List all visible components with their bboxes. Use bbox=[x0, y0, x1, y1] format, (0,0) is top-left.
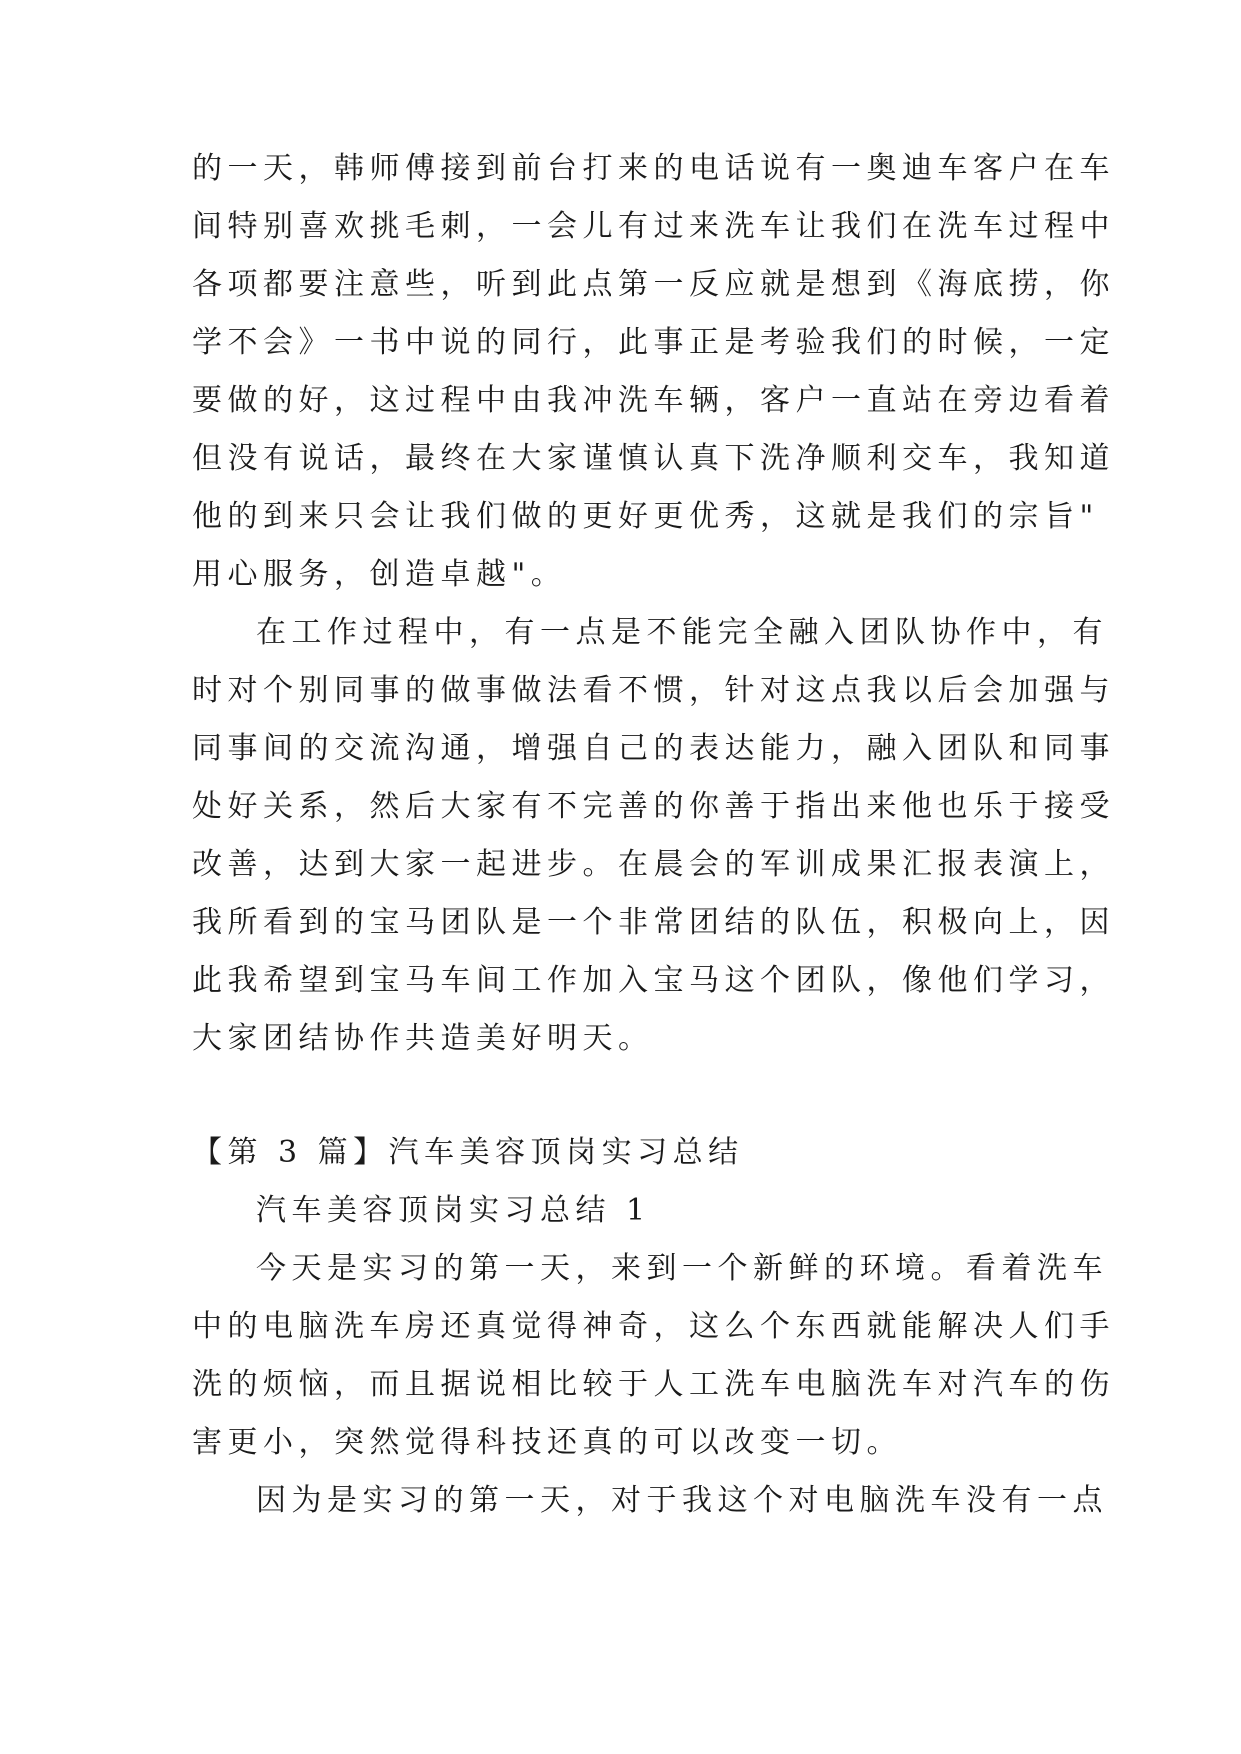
section-subheading: 汽车美容顶岗实习总结 1 bbox=[256, 1193, 651, 1228]
text-line: 同事间的交流沟通，增强自己的表达能力，融入团队和同事 bbox=[192, 731, 1115, 766]
text-line: 害更小，突然觉得科技还真的可以改变一切。 bbox=[192, 1425, 902, 1460]
text-line: 今天是实习的第一天，来到一个新鲜的环境。看着洗车 bbox=[256, 1251, 1108, 1286]
text-line: 时对个别同事的做事做法看不惯，针对这点我以后会加强与 bbox=[192, 673, 1115, 708]
text-line: 我所看到的宝马团队是一个非常团结的队伍，积极向上，因 bbox=[192, 905, 1115, 940]
paragraph bbox=[192, 1472, 1108, 1530]
text-line: 他的到来只会让我们做的更好更优秀，这就是我们的宗旨" bbox=[192, 499, 1099, 534]
text-line: 此我希望到宝马车间工作加入宝马这个团队，像他们学习， bbox=[192, 963, 1115, 998]
text-line: 因为是实习的第一天，对于我这个对电脑洗车没有一点 bbox=[256, 1483, 1108, 1518]
document-page bbox=[192, 140, 1115, 1530]
text-line: 学不会》一书中说的同行，此事正是考验我们的时候，一定 bbox=[192, 325, 1115, 360]
section-spacer bbox=[192, 1068, 1052, 1124]
paragraph bbox=[192, 1240, 1115, 1472]
text-line: 但没有说话，最终在大家谨慎认真下洗净顺利交车，我知道 bbox=[192, 441, 1115, 476]
text-line: 大家团结协作共造美好明天。 bbox=[192, 1021, 654, 1056]
text-line: 要做的好，这过程中由我冲洗车辆，客户一直站在旁边看着 bbox=[192, 383, 1115, 418]
text-line: 洗的烦恼，而且据说相比较于人工洗车电脑洗车对汽车的伤 bbox=[192, 1367, 1115, 1402]
paragraph bbox=[192, 140, 1115, 604]
text-line: 间特别喜欢挑毛刺，一会儿有过来洗车让我们在洗车过程中 bbox=[192, 209, 1115, 244]
text-line: 用心服务，创造卓越"。 bbox=[192, 557, 567, 592]
paragraph bbox=[192, 604, 1115, 1068]
text-line: 改善，达到大家一起进步。在晨会的军训成果汇报表演上， bbox=[192, 847, 1115, 882]
text-line: 处好关系，然后大家有不完善的你善于指出来他也乐于接受 bbox=[192, 789, 1115, 824]
text-line: 的一天，韩师傅接到前台打来的电话说有一奥迪车客户在车 bbox=[192, 151, 1115, 186]
text-line: 中的电脑洗车房还真觉得神奇，这么个东西就能解决人们手 bbox=[192, 1309, 1115, 1344]
text-line: 各项都要注意些，听到此点第一反应就是想到《海底捞，你 bbox=[192, 267, 1115, 302]
section-heading: 【第 3 篇】汽车美容顶岗实习总结 bbox=[192, 1135, 744, 1170]
text-line: 在工作过程中，有一点是不能完全融入团队协作中，有 bbox=[256, 615, 1108, 650]
